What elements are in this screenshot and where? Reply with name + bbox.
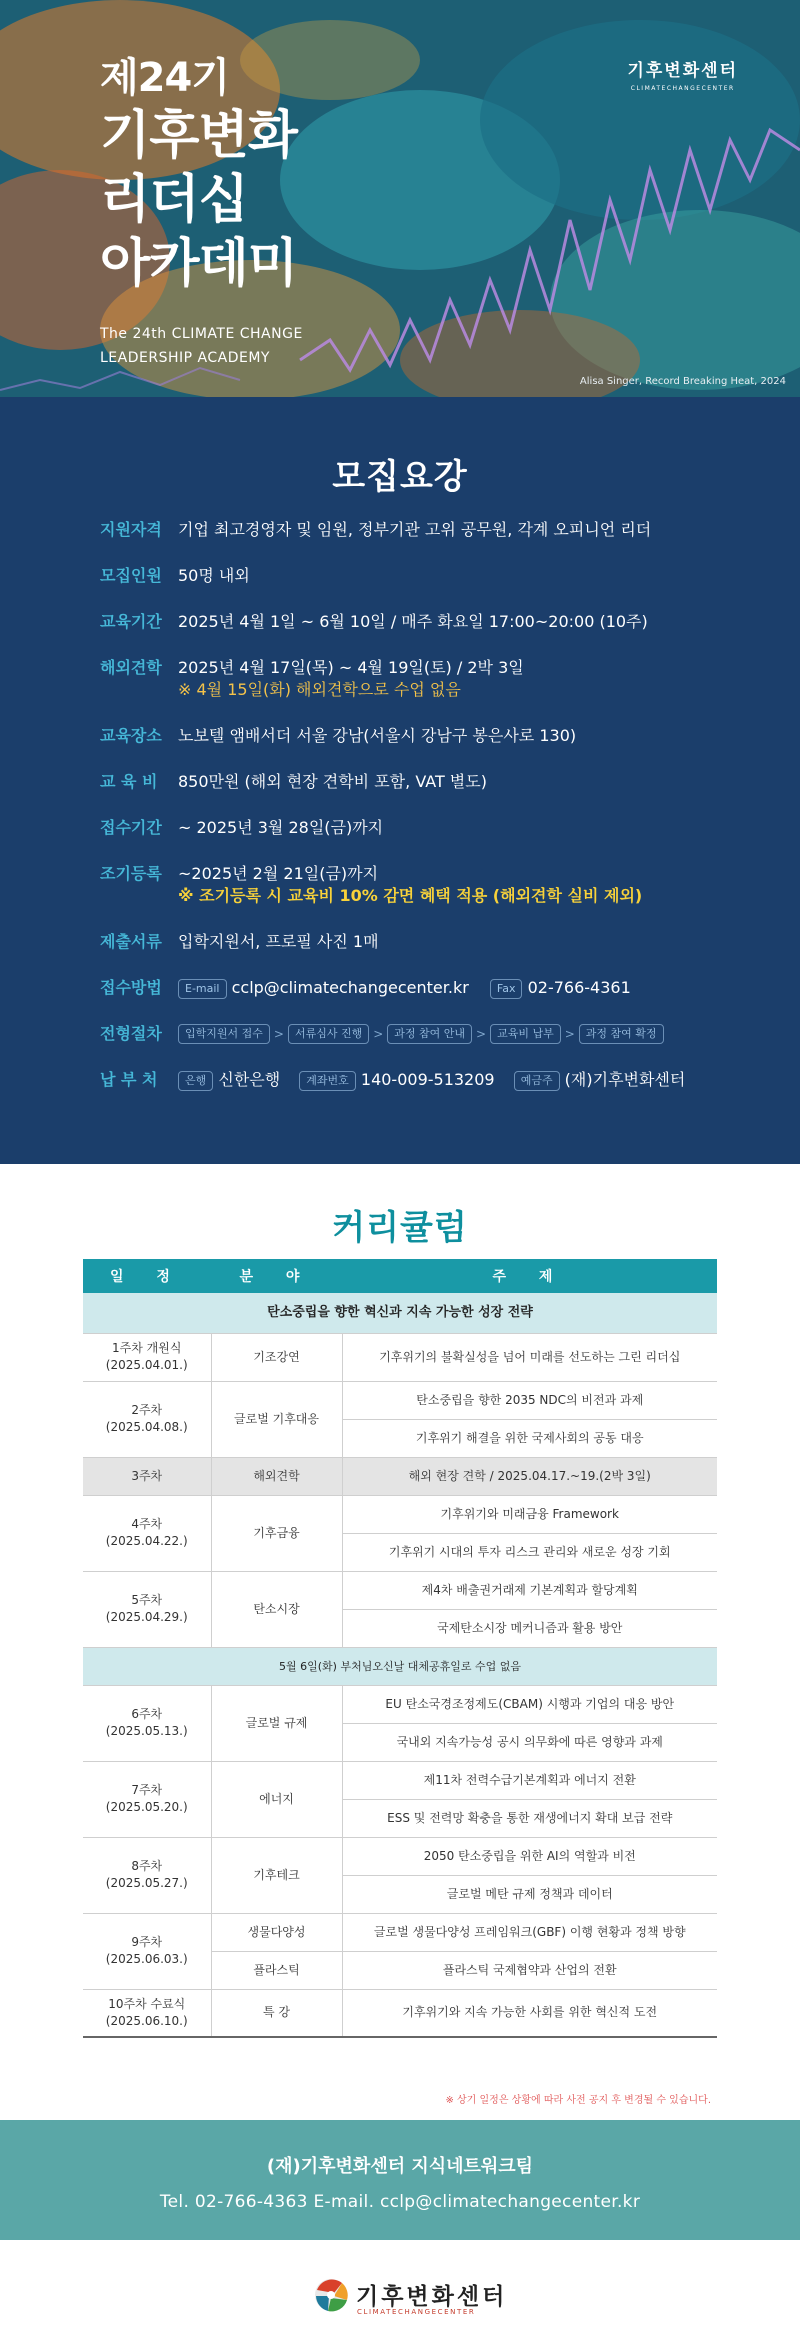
field-cell: 에너지 xyxy=(211,1761,342,1837)
week-date: (2025.04.08.) xyxy=(105,1420,188,1434)
row-value: 2025년 4월 1일 ~ 6월 10일 / 매주 화요일 17:00~20:00 (10주) xyxy=(178,612,648,631)
curriculum-title: 커리큘럼 xyxy=(332,1208,468,1248)
edition-label: 제24기 xyxy=(100,55,229,101)
hero-title-line-3: 아카데미 xyxy=(100,234,297,294)
week-date: (2025.05.13.) xyxy=(105,1724,188,1738)
week-label: 10주차 수료식 xyxy=(108,1996,186,2011)
row-label: 지원자격 xyxy=(100,520,162,539)
table-row xyxy=(83,1989,717,2037)
week-cell xyxy=(83,1989,211,2037)
chevron-right-icon: > xyxy=(476,1027,487,1041)
artwork-credit: Alisa Singer, Record Breaking Heat, 2024 xyxy=(579,376,786,387)
field-cell: 글로벌 기후대응 xyxy=(211,1381,342,1457)
week-date: (2025.04.29.) xyxy=(105,1610,188,1624)
row-value: 노보텔 앰배서더 서울 강남(서울시 강남구 봉은사로 130) xyxy=(178,726,577,745)
curriculum-table xyxy=(83,1259,717,2038)
process-steps xyxy=(178,1023,664,1045)
row-tuition xyxy=(100,771,740,793)
header-field: 분 야 xyxy=(211,1259,342,1293)
account-number: 140-009-513209 xyxy=(360,1070,495,1089)
row-label: 해외견학 xyxy=(100,658,162,677)
hero-banner xyxy=(0,0,800,397)
row-value: 입학지원서, 프로필 사진 1매 xyxy=(178,932,379,951)
topic-cell: EU 탄소국경조정제도(CBAM) 시행과 기업의 대응 방안 xyxy=(342,1685,717,1723)
holiday-band xyxy=(83,1647,717,1685)
holiday-text: 5월 6일(화) 부처님오신날 대체공휴일로 수업 없음 xyxy=(83,1647,717,1685)
topic-cell: 글로벌 생물다양성 프레임워크(GBF) 이행 현황과 정책 방향 xyxy=(342,1913,717,1951)
fax-tag: Fax xyxy=(490,979,523,999)
week-cell xyxy=(83,1761,211,1837)
table-row xyxy=(83,1913,717,1951)
field-cell: 플라스틱 xyxy=(211,1951,342,1989)
field-cell: 기후테크 xyxy=(211,1837,342,1913)
account-holder: (재)기후변화센터 xyxy=(564,1070,686,1089)
chevron-right-icon: > xyxy=(273,1027,284,1041)
topic-cell: 기후위기 시대의 투자 리스크 관리와 새로운 성장 기회 xyxy=(342,1533,717,1571)
week-label: 6주차 xyxy=(131,1707,163,1721)
week-date: (2025.06.10.) xyxy=(105,2013,188,2028)
table-row xyxy=(83,1571,717,1609)
row-venue xyxy=(100,725,740,747)
row-label: 납 부 처 xyxy=(100,1070,158,1089)
row-label: 모집인원 xyxy=(100,566,162,585)
row-label: 교육장소 xyxy=(100,726,162,745)
week-label: 8주차 xyxy=(131,1859,163,1873)
email-link[interactable]: cclp@climatechangecenter.kr xyxy=(231,978,469,997)
row-label: 전형절차 xyxy=(100,1024,162,1043)
table-row xyxy=(83,1381,717,1419)
row-value: ~ 2025년 3월 28일(금)까지 xyxy=(178,818,384,837)
field-cell: 생물다양성 xyxy=(211,1913,342,1951)
overseas-dates: 2025년 4월 17일(목) ~ 4월 19일(토) / 2박 3일 xyxy=(178,658,524,677)
process-step: 교육비 납부 xyxy=(490,1024,561,1044)
topic-cell: 기후위기와 미래금융 Framework xyxy=(342,1495,717,1533)
process-step: 입학지원서 접수 xyxy=(178,1024,270,1044)
row-apply-method xyxy=(100,977,740,999)
table-row xyxy=(83,1495,717,1533)
week-label: 7주차 xyxy=(131,1783,163,1797)
early-deadline: ~2025년 2월 21일(금)까지 xyxy=(178,864,379,883)
recruitment-section xyxy=(0,397,800,1164)
hero-logo xyxy=(627,56,738,92)
row-capacity xyxy=(100,565,740,587)
hero-title-line-1: 기후변화 xyxy=(100,106,297,166)
table-row xyxy=(83,1685,717,1723)
week-cell xyxy=(83,1495,211,1571)
table-row xyxy=(83,1761,717,1799)
bottom-logo-english: CLIMATECHANGECENTER xyxy=(357,2308,476,2316)
week-label: 2주차 xyxy=(131,1403,163,1417)
week-cell xyxy=(83,1913,211,1989)
holder-tag: 예금주 xyxy=(514,1071,560,1091)
row-period xyxy=(100,611,740,633)
table-row xyxy=(83,1457,717,1495)
table-row xyxy=(83,1837,717,1875)
hero-english-line-2: LEADERSHIP ACADEMY xyxy=(100,350,270,366)
topic-cell: 국내외 지속가능성 공시 의무화에 따른 영향과 과제 xyxy=(342,1723,717,1761)
chevron-right-icon: > xyxy=(564,1027,575,1041)
account-tag: 계좌번호 xyxy=(299,1071,356,1091)
row-value: 850만원 (해외 현장 견학비 포함, VAT 별도) xyxy=(178,772,487,791)
row-label: 접수기간 xyxy=(100,818,162,837)
schedule-change-note: ※ 상기 일정은 상황에 따라 사전 공지 후 변경될 수 있습니다. xyxy=(445,2095,711,2106)
hero-title-block xyxy=(100,52,303,370)
table-row xyxy=(83,1333,717,1381)
week-cell: 3주차 xyxy=(83,1457,211,1495)
row-label: 접수방법 xyxy=(100,978,162,997)
topic-cell: 해외 현장 견학 / 2025.04.17.~19.(2박 3일) xyxy=(342,1457,717,1495)
week-cell xyxy=(83,1333,211,1381)
row-label: 교 육 비 xyxy=(100,772,158,791)
week-label: 4주차 xyxy=(131,1517,163,1531)
week-cell xyxy=(83,1571,211,1647)
week-date: (2025.06.03.) xyxy=(105,1952,188,1966)
topic-cell: 기후위기 해결을 위한 국제사회의 공동 대응 xyxy=(342,1419,717,1457)
row-overseas-visit xyxy=(100,657,740,701)
chevron-right-icon: > xyxy=(373,1027,384,1041)
week-cell xyxy=(83,1381,211,1457)
bottom-logo xyxy=(0,2240,800,2350)
field-cell: 탄소시장 xyxy=(211,1571,342,1647)
topic-cell: 기후위기의 불확실성을 넘어 미래를 선도하는 그린 리더십 xyxy=(342,1333,717,1381)
topic-cell: 제4차 배출권거래제 기본계획과 할당계획 xyxy=(342,1571,717,1609)
table-header-row xyxy=(83,1259,717,1293)
process-step: 과정 참여 안내 xyxy=(387,1024,472,1044)
field-cell: 특 강 xyxy=(211,1989,342,2037)
row-documents xyxy=(100,931,740,953)
early-discount-note: ※ 조기등록 시 교육비 10% 감면 혜택 적용 (해외견학 실비 제외) xyxy=(178,886,643,905)
email-tag: E-mail xyxy=(178,979,227,999)
process-step: 서류심사 진행 xyxy=(288,1024,369,1044)
field-cell: 기후금융 xyxy=(211,1495,342,1571)
row-value xyxy=(178,657,524,701)
theme-text: 탄소중립을 향한 혁신과 지속 가능한 성장 전략 xyxy=(83,1293,717,1333)
topic-cell: 글로벌 메탄 규제 정책과 데이터 xyxy=(342,1875,717,1913)
week-cell xyxy=(83,1685,211,1761)
row-value xyxy=(178,977,631,999)
globe-logo-icon xyxy=(312,2276,350,2314)
topic-cell: 플라스틱 국제협약과 산업의 전환 xyxy=(342,1951,717,1989)
footer-contact[interactable]: Tel. 02-766-4363 E-mail. cclp@climatechangecenter.kr xyxy=(159,2192,641,2212)
hero-logo-english: CLIMATECHANGECENTER xyxy=(630,85,735,92)
topic-cell: 제11차 전력수급기본계획과 에너지 전환 xyxy=(342,1761,717,1799)
week-date: (2025.04.22.) xyxy=(105,1534,188,1548)
topic-cell: ESS 및 전력망 확충을 통한 재생에너지 확대 보급 전략 xyxy=(342,1799,717,1837)
week-cell xyxy=(83,1837,211,1913)
topic-cell: 2050 탄소중립을 위한 AI의 역할과 비전 xyxy=(342,1837,717,1875)
bank-tag: 은행 xyxy=(178,1071,213,1091)
field-cell: 해외견학 xyxy=(211,1457,342,1495)
row-payment xyxy=(100,1069,740,1091)
process-step: 과정 참여 확정 xyxy=(579,1024,664,1044)
row-eligibility xyxy=(100,519,740,541)
theme-band xyxy=(83,1293,717,1333)
topic-cell: 탄소중립을 향한 2035 NDC의 비전과 과제 xyxy=(342,1381,717,1419)
row-application-period xyxy=(100,817,740,839)
curriculum-section xyxy=(0,1164,800,2120)
field-cell: 글로벌 규제 xyxy=(211,1685,342,1761)
topic-cell: 국제탄소시장 메커니즘과 활용 방안 xyxy=(342,1609,717,1647)
bank-name: 신한은행 xyxy=(218,1070,281,1089)
header-topic: 주 제 xyxy=(342,1259,717,1293)
row-selection-process xyxy=(100,1023,740,1045)
hero-english-line-1: The 24th CLIMATE CHANGE xyxy=(100,326,303,342)
week-label: 5주차 xyxy=(131,1593,163,1607)
row-label: 조기등록 xyxy=(100,864,162,883)
field-cell: 기조강연 xyxy=(211,1333,342,1381)
footer-org-name: (재)기후변화센터 지식네트워크팀 xyxy=(266,2156,534,2177)
week-date: (2025.04.01.) xyxy=(105,1358,188,1372)
row-value: 기업 최고경영자 및 임원, 정부기관 고위 공무원, 각계 오피니언 리더 xyxy=(178,520,652,539)
hero-english-title xyxy=(100,322,303,370)
row-early-registration xyxy=(100,863,740,907)
hero-title-line-2: 리더십 xyxy=(100,170,248,230)
fax-number: 02-766-4361 xyxy=(527,978,631,997)
overseas-note: ※ 4월 15일(화) 해외견학으로 수업 없음 xyxy=(178,680,461,699)
row-value: 50명 내외 xyxy=(178,566,250,585)
header-schedule: 일 정 xyxy=(83,1259,211,1293)
week-date: (2025.05.27.) xyxy=(105,1876,188,1890)
week-label: 1주차 개원식 xyxy=(112,1341,182,1355)
row-label: 교육기간 xyxy=(100,612,162,631)
hero-logo-korean: 기후변화센터 xyxy=(627,61,738,81)
row-label: 제출서류 xyxy=(100,932,162,951)
bottom-logo-korean: 기후변화센터 xyxy=(356,2284,508,2310)
contact-footer xyxy=(0,2120,800,2240)
row-value xyxy=(178,863,642,907)
recruitment-title: 모집요강 xyxy=(332,457,468,497)
week-date: (2025.05.20.) xyxy=(105,1800,188,1814)
week-label: 9주차 xyxy=(131,1935,163,1949)
topic-cell: 기후위기와 지속 가능한 사회를 위한 혁신적 도전 xyxy=(342,1989,717,2037)
row-value xyxy=(178,1069,685,1091)
